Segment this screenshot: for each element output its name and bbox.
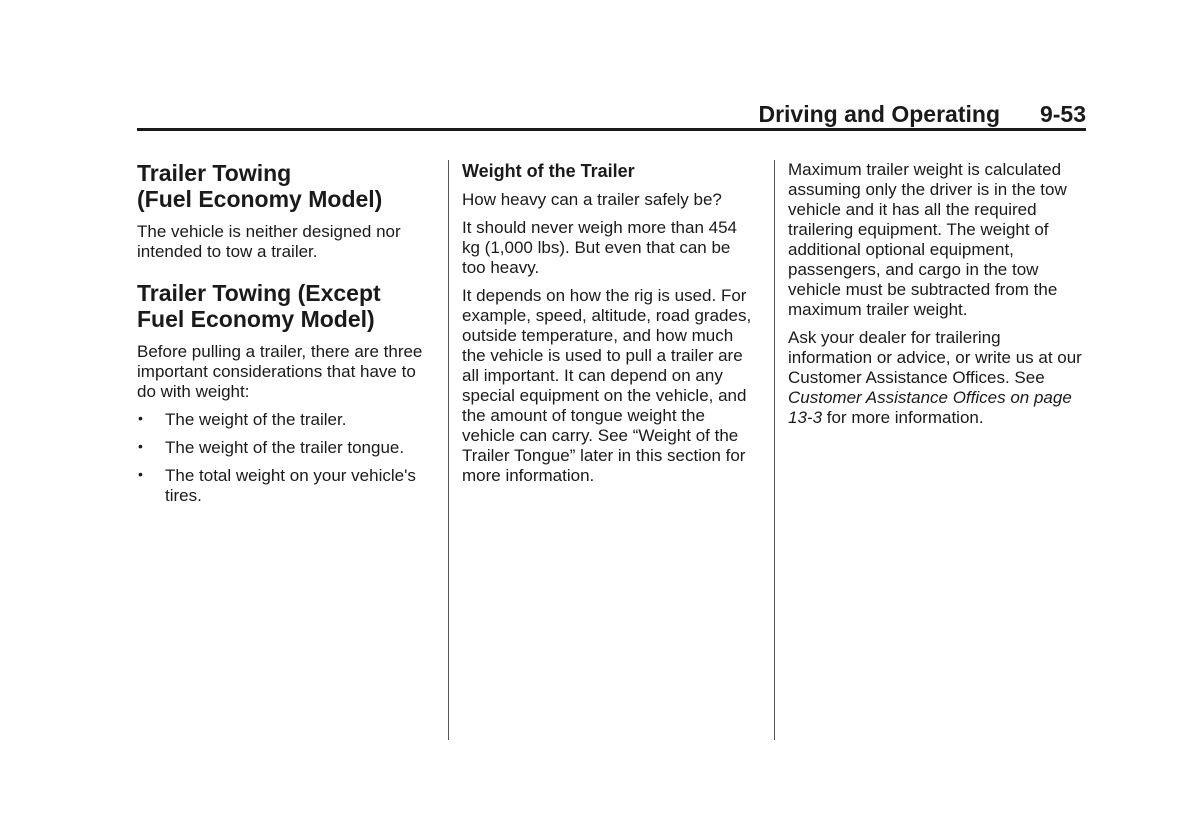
column-divider-left — [448, 160, 449, 740]
heading-trailer-towing-except — [137, 280, 429, 332]
heading-line: Fuel Economy Model) — [137, 306, 375, 332]
paragraph-text: for more information. — [822, 408, 984, 427]
section-title: Driving and Operating — [758, 101, 1000, 127]
paragraph: It depends on how the rig is used. For example, speed, altitude, road grades, outside temperature, and how much the vehicle is used to pull a trailer are all important. It can depend on any special equipment on the vehicle, and the amount of tongue weight the vehicle can carry. See “Weight of the Trailer Tongue” later in this section for more information. — [462, 286, 752, 485]
bullet-marker: • — [138, 466, 143, 482]
column-left — [137, 160, 429, 514]
list-item — [137, 410, 429, 430]
paragraph: Maximum trailer weight is calculated assuming only the driver is in the tow vehicle and it has all the required trailering equipment. The weight of additional optional equipment, passengers, and cargo in the tow vehicle must be subtracted from the maximum trailer weight. — [788, 160, 1067, 319]
heading-weight-of-trailer: Weight of the Trailer — [462, 161, 635, 181]
paragraph: How heavy can a trailer safely be? — [462, 190, 722, 209]
list-item-text: The total weight on your vehicle's tires. — [165, 466, 416, 505]
list-item-text: The weight of the trailer. — [165, 410, 347, 429]
heading-line: Trailer Towing (Except — [137, 280, 381, 306]
column-divider-right — [774, 160, 775, 740]
header-rule — [137, 128, 1086, 131]
weight-considerations-list — [137, 410, 429, 506]
running-header — [137, 100, 1086, 128]
paragraph-text: Ask your dealer for trailering information or advice, or write us at our Customer Assistance Offices. See — [788, 328, 1082, 387]
heading-trailer-towing-fuel-economy — [137, 160, 429, 212]
column-right — [788, 160, 1088, 436]
paragraph — [788, 328, 1088, 428]
paragraph: It should never weigh more than 454 kg (1,000 lbs). But even that can be too heavy. — [462, 218, 738, 277]
heading-line: Trailer Towing — [137, 160, 292, 186]
paragraph: The vehicle is neither designed nor intended to tow a trailer. — [137, 222, 401, 261]
list-item — [137, 466, 429, 506]
cross-reference-link[interactable]: Customer Assistance Offices on page 13-3 — [788, 388, 1072, 427]
heading-line: (Fuel Economy Model) — [137, 186, 383, 212]
bullet-marker: • — [138, 438, 143, 454]
page-number: 9-53 — [1039, 101, 1086, 127]
column-middle — [462, 160, 758, 494]
list-item — [137, 438, 429, 458]
bullet-marker: • — [138, 410, 143, 426]
paragraph: Before pulling a trailer, there are three important considerations that have to do with weight: — [137, 342, 423, 401]
list-item-text: The weight of the trailer tongue. — [165, 438, 405, 457]
